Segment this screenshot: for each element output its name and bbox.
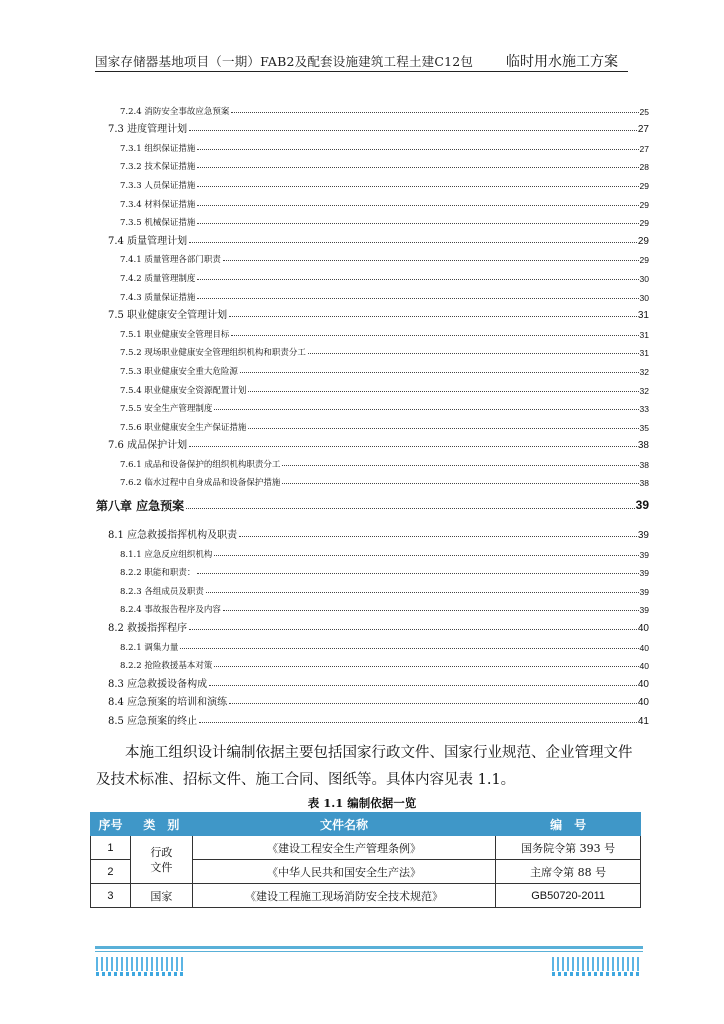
toc-entry-title: 8.3 应急救援设备构成 <box>108 678 208 690</box>
toc-entry[interactable] <box>96 560 649 579</box>
toc-entry[interactable] <box>96 690 649 709</box>
toc-entry-page: 29 <box>639 180 649 191</box>
footer-pattern-left-base <box>96 972 186 976</box>
toc-entry-title: 7.4 质量管理计划 <box>108 235 188 247</box>
toc-leader-dots <box>308 353 639 354</box>
header-code: 编 号 <box>496 813 641 836</box>
toc-entry-title: 7.4.2 质量管理制度 <box>120 273 196 284</box>
toc-entry-title: 8.1 应急救援指挥机构及职责 <box>108 530 238 542</box>
toc-entry[interactable] <box>96 135 649 154</box>
toc-entry-title: 8.2.2 职能和职责： <box>120 568 196 579</box>
toc-entry-title: 7.4.3 质量保证措施 <box>120 292 196 303</box>
toc-entry[interactable] <box>96 117 649 136</box>
footer-pattern-right-base <box>552 972 642 976</box>
toc-entry[interactable] <box>96 98 649 117</box>
toc-entry[interactable] <box>96 321 649 340</box>
toc-entry-title: 8.2.4 事故报告程序及内容 <box>120 605 221 616</box>
row-no: 1 <box>91 836 131 860</box>
toc-entry-title: 7.5.3 职业健康安全重大危险源 <box>120 366 238 377</box>
toc-entry-page: 32 <box>639 366 649 377</box>
row-name: 《建设工程施工现场消防安全技术规范》 <box>192 884 495 908</box>
toc-entry-page: 38 <box>639 478 649 489</box>
toc-entry-page: 40 <box>639 661 649 672</box>
toc-entry-page: 31 <box>639 348 649 359</box>
row-category: 国家 <box>130 884 192 908</box>
toc-leader-dots <box>214 666 638 667</box>
toc-leader-dots <box>197 223 638 224</box>
toc-leader-dots <box>248 391 638 392</box>
toc-entry[interactable] <box>96 522 649 541</box>
toc-entry[interactable] <box>96 358 649 377</box>
toc-leader-dots <box>197 573 638 574</box>
toc-leader-dots <box>229 316 637 317</box>
toc-entry-title: 7.3.4 材料保证措施 <box>120 199 196 210</box>
toc-entry-page: 39 <box>639 549 649 560</box>
footer-pattern-right <box>552 957 642 971</box>
toc-entry-title: 8.4 应急预案的培训和演练 <box>108 697 228 709</box>
toc-leader-dots <box>199 722 637 723</box>
toc-entry[interactable] <box>96 154 649 173</box>
row-no: 3 <box>91 884 131 908</box>
toc-entry-title: 7.3.5 机械保证措施 <box>120 218 196 229</box>
project-name: 国家存储器基地项目（一期）FAB2及配套设施建筑工程土建C12包 <box>95 54 474 69</box>
toc-entry-page: 30 <box>639 273 649 284</box>
toc-leader-dots <box>223 260 639 261</box>
toc-leader-dots <box>214 555 638 556</box>
footer-rule-thick <box>95 946 643 949</box>
toc-leader-dots <box>189 130 637 131</box>
toc-entry-title: 8.2 救援指挥程序 <box>108 623 188 635</box>
header-rule <box>95 71 628 72</box>
toc-entry-page: 28 <box>639 162 649 173</box>
toc-entry[interactable] <box>96 172 649 191</box>
header-no: 序号 <box>91 813 131 836</box>
toc-entry[interactable] <box>96 265 649 284</box>
row-code: 国务院令第 393 号 <box>496 836 641 860</box>
header-name: 文件名称 <box>192 813 495 836</box>
toc-entry-title: 7.3.1 组织保证措施 <box>120 143 196 154</box>
toc-entry-title: 7.5.1 职业健康安全管理目标 <box>120 329 230 340</box>
toc-entry-page: 32 <box>639 385 649 396</box>
toc-entry-title: 8.2.3 各组成员及职责 <box>120 586 204 597</box>
table-header-row <box>91 813 641 836</box>
toc-entry-page: 27 <box>637 124 649 136</box>
toc-entry[interactable] <box>96 671 649 690</box>
toc-leader-dots <box>231 112 638 113</box>
toc-entry[interactable] <box>96 578 649 597</box>
toc-entry-title: 8.5 应急预案的终止 <box>108 716 198 727</box>
toc-entry-title: 7.5.2 现场职业健康安全管理组织机构和职责分工 <box>120 348 306 359</box>
toc-entry-title: 7.5.6 职业健康安全生产保证措施 <box>120 422 247 433</box>
toc-entry[interactable] <box>96 191 649 210</box>
toc-entry-title: 7.6 成品保护计划 <box>108 440 188 452</box>
toc-entry-title: 7.6.1 成品和设备保护的组织机构职责分工 <box>120 459 281 470</box>
toc-entry-page: 33 <box>639 404 649 415</box>
toc-leader-dots <box>248 428 638 429</box>
toc-entry[interactable] <box>96 340 649 359</box>
toc-leader-dots <box>231 335 638 336</box>
toc-leader-dots <box>197 186 638 187</box>
toc-entry-title: 7.3.3 人员保证措施 <box>120 180 196 191</box>
toc-entry-page: 27 <box>639 143 649 154</box>
toc-entry-title: 7.4.1 质量管理各部门职责 <box>120 255 221 266</box>
paragraph-line: 及技术标准、招标文件、施工合同、图纸等。具体内容见表 1.1。 <box>96 772 516 788</box>
toc-entry-page: 38 <box>639 459 649 470</box>
toc-entry[interactable] <box>96 597 649 616</box>
toc-entry[interactable] <box>96 228 649 247</box>
toc-entry[interactable] <box>96 247 649 266</box>
toc-entry-title: 8.2.2 抢险救援基本对策 <box>120 661 213 672</box>
toc-entry-page: 38 <box>637 440 649 452</box>
toc-leader-dots <box>189 629 637 630</box>
table-caption: 表 1.1 编制依据一览 <box>307 796 417 810</box>
toc-leader-dots <box>206 592 639 593</box>
toc-entry[interactable] <box>96 541 649 560</box>
toc-leader-dots <box>209 685 637 686</box>
toc-entry-page: 40 <box>637 623 649 635</box>
toc-entry[interactable] <box>96 210 649 229</box>
toc-entry-page: 40 <box>637 697 649 709</box>
toc-entry-page: 29 <box>639 218 649 229</box>
toc-leader-dots <box>197 298 638 299</box>
toc-leader-dots <box>282 465 638 466</box>
toc-entry-title: 8.1.1 应急反应组织机构 <box>120 549 213 560</box>
footer-pattern-left <box>96 957 186 971</box>
toc-entry-title: 7.5.4 职业健康安全资源配置计划 <box>120 385 247 396</box>
document-title: 临时用水施工方案 <box>506 54 618 70</box>
toc-entry-page: 40 <box>637 678 649 690</box>
toc-leader-dots <box>240 372 639 373</box>
toc-entry[interactable] <box>96 284 649 303</box>
table-row <box>91 836 641 860</box>
footer-rule-thin <box>95 951 643 952</box>
toc-entry-page: 39 <box>639 586 649 597</box>
toc-entry[interactable] <box>96 433 649 452</box>
toc-entry-page: 29 <box>639 199 649 210</box>
toc-leader-dots <box>229 703 637 704</box>
toc-leader-dots <box>197 167 638 168</box>
toc-leader-dots <box>197 279 638 280</box>
toc-entry-title: 第八章 应急预案 <box>96 498 185 513</box>
row-no: 2 <box>91 860 131 884</box>
toc-leader-dots <box>282 483 638 484</box>
toc-entry[interactable] <box>96 377 649 396</box>
toc-entry-page: 25 <box>639 106 649 117</box>
toc-entry-title: 7.6.2 临水过程中自身成品和设备保护措施 <box>120 478 281 489</box>
toc-entry-page: 30 <box>639 292 649 303</box>
toc-leader-dots <box>180 648 638 649</box>
toc-leader-dots <box>214 409 638 410</box>
toc-entry[interactable] <box>96 615 649 634</box>
toc-entry-title: 8.2.1 调集力量 <box>120 642 179 653</box>
toc-entry[interactable] <box>96 303 649 322</box>
toc-entry-page: 31 <box>637 310 649 322</box>
toc-entry-page: 29 <box>639 255 649 266</box>
toc-entry[interactable] <box>96 470 649 489</box>
row-code: 主席令第 88 号 <box>496 860 641 884</box>
toc-leader-dots <box>189 446 637 447</box>
toc-entry[interactable] <box>96 414 649 433</box>
toc-entry-page: 40 <box>639 642 649 653</box>
toc-entry[interactable] <box>96 708 649 727</box>
toc-entry-title: 7.3.2 技术保证措施 <box>120 162 196 173</box>
toc-leader-dots <box>239 536 637 537</box>
toc-entry[interactable] <box>96 653 649 672</box>
toc-entry[interactable] <box>96 488 649 522</box>
toc-entry-page: 41 <box>637 716 649 727</box>
toc-leader-dots <box>197 205 638 206</box>
toc-entry-title: 7.5 职业健康安全管理计划 <box>108 310 228 322</box>
table-row <box>91 884 641 908</box>
header-category: 类 别 <box>130 813 192 836</box>
toc-entry-title: 7.3 进度管理计划 <box>108 124 188 136</box>
row-name: 《建设工程安全生产管理条例》 <box>192 836 495 860</box>
toc-entry-page: 31 <box>639 329 649 340</box>
toc-entry[interactable] <box>96 396 649 415</box>
row-name: 《中华人民共和国安全生产法》 <box>192 860 495 884</box>
toc-leader-dots <box>223 610 639 611</box>
basis-table <box>90 812 641 908</box>
toc-entry-title: 7.5.5 安全生产管理制度 <box>120 404 213 415</box>
table-of-contents <box>96 98 649 727</box>
toc-leader-dots <box>186 508 634 509</box>
toc-leader-dots <box>197 149 638 150</box>
toc-entry[interactable] <box>96 451 649 470</box>
toc-entry[interactable] <box>96 634 649 653</box>
page-header <box>95 50 628 70</box>
toc-entry-page: 39 <box>639 568 649 579</box>
toc-entry-page: 39 <box>639 605 649 616</box>
toc-entry-page: 29 <box>637 235 649 247</box>
intro-paragraph <box>96 740 649 794</box>
toc-entry-page: 35 <box>639 422 649 433</box>
toc-entry-page: 39 <box>635 498 649 513</box>
toc-entry-page: 39 <box>637 530 649 542</box>
toc-leader-dots <box>189 242 637 243</box>
toc-entry-title: 7.2.4 消防安全事故应急预案 <box>120 106 230 117</box>
paragraph-line: 本施工组织设计编制依据主要包括国家行政文件、国家行业规范、企业管理文件 <box>125 745 633 761</box>
row-code: GB50720-2011 <box>496 884 641 908</box>
row-category: 行政 文件 <box>130 836 192 884</box>
